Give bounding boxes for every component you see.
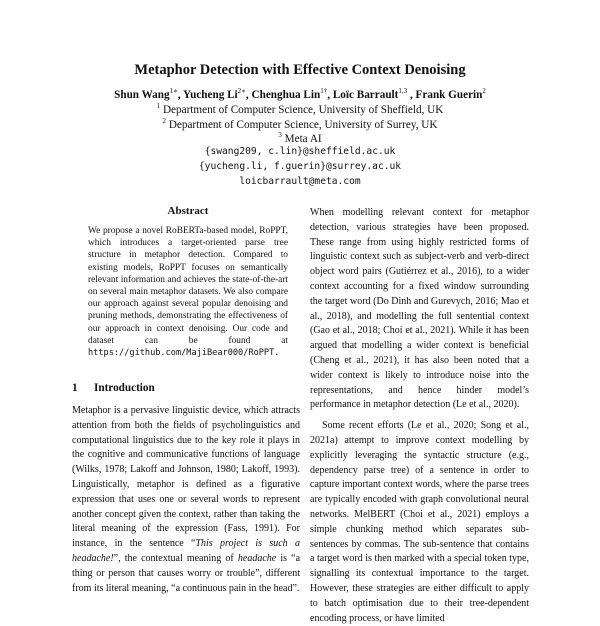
intro-text: ”, the contextual meaning of [113,552,238,564]
author-marker: 1,3 [398,87,408,95]
email-line-1[interactable]: {swang209, c.lin}@sheffield.ac.uk [204,146,396,157]
affiliation-2 [0,117,600,131]
affiliation-number: 3 [278,131,282,139]
intro-text: is “a thing or person that causes worry or trouble”, different from its literal meaning, “a continuous pain in the head”. [72,552,301,594]
intro-paragraph [72,404,300,596]
author-name: Yucheng Li [183,89,238,101]
author-marker: 1∗ [169,87,178,95]
affiliation-3 [0,131,600,145]
email-line-2[interactable]: {yucheng.li, f.guerin}@surrey.ac.uk [198,161,402,172]
author-name: Chenghua Lin [251,89,321,101]
affiliation-number: 2 [162,117,167,125]
context-paragraph: When modelling relevant context for metaphor detection, various strategies have been proposed. These range from using highly restricted forms of linguistic context such as subject-verb and verb-direct object word pairs (Gutiérrez et al., 2016), to a wider context accounting for a fixed window surrounding the target word (Do Dinh and Gurevych, 2016; Mao et al., 2018), and modelling the full sentential context (Gao et al., 2018; Choi et al., 2021). While it has been argued that modelling a wider context is beneficial (Cheng et al., 2021), it has also been noted that a wider context is likely to introduce noise into the representations, and hence hinder model’s performance in metaphor detection (Le et al., 2020). [310,207,529,411]
affiliation-1 [0,102,600,116]
author-name: Shun Wang [114,89,170,101]
author-name: Frank Guerin [415,89,483,101]
affiliation-number: 1 [156,102,161,110]
author-marker: 2∗ [237,87,246,95]
paper-title: Metaphor Detection with Effective Context Denoising [134,62,466,78]
author-list: Shun Wang$^{1∗}$, Yucheng $Li^{2∗}$, Chenghua Lin$^{1\dagger}$, Loïc Barrault$^{1,3}$ , Frank Guerin$^2$ [114,87,486,101]
author-marker: 1† [320,87,328,95]
affiliation-text: Department of Computer Science, University of Surrey, UK [168,119,438,131]
right-column-body [310,206,529,626]
abstract-text: We propose a novel RoBERTa-based model, RoPPT, which introduces a target-oriented parse tree structure in metaphor detection. Compared to existing models, RoPPT focuses on semantically relevant information and achieves the state-of-the-art on several main metaphor datasets. We also compare our approach against several popular denoising and pruning methods, demonstrating the effectiveness of our approach in context denoising. Our code and dataset can be found at [88,226,288,346]
author-name: Loïc Barrault [332,89,399,101]
code-link[interactable]: https://github.com/MajiBear000/RoPPT. [88,348,280,359]
abstract-heading: Abstract [167,205,209,217]
affiliation-text: Meta AI [284,133,322,145]
example-sentence: This project is such a headache! [72,538,300,564]
abstract-body [88,225,288,359]
section-number: 1 [72,382,78,394]
left-column-body [72,404,300,596]
related-work-paragraph: Some recent efforts (Le et al., 2020; Song et al., 2021a) attempt to improve context modelling by explicitly leveraging the syntactic structure (e.g., dependency parse tree) of a sentence in order to capture important context words, where the parse trees are typically encoded with graph convolutional neural networks. MelBERT (Choi et al., 2021) employs a simple chunking method which separates sub-sentences by commas. The sub-sentence that contains a target word is then marked with a special token type, signalling its contextual importance to the target. However, these strategies are either difficult to apply to batch optimisation due to their tree-dependent encoding process, or have limited [310,420,529,624]
example-word: headache [237,552,277,564]
affiliation-text: Department of Computer Science, University of Sheffield, UK [162,104,444,116]
intro-text: Metaphor is a pervasive linguistic device, which attracts attention from both the fields of psycholinguistics and computational linguistics due to the key role it plays in the cognitive and communicative functions of language (Wilks, 1978; Lakoff and Johnson, 1980; Lakoff, 1993). Linguistically, metaphor is defined as a figurative expression that uses one or several words to represent another concept given the context, rather than taking the literal meaning of the expression (Fass, 1991). For instance, in the sentence “ [72,405,300,550]
section-title: Introduction [94,382,155,394]
author-marker: 2 [482,87,486,95]
section-heading [72,382,302,394]
email-line-3[interactable]: loicbarrault@meta.com [239,176,361,187]
